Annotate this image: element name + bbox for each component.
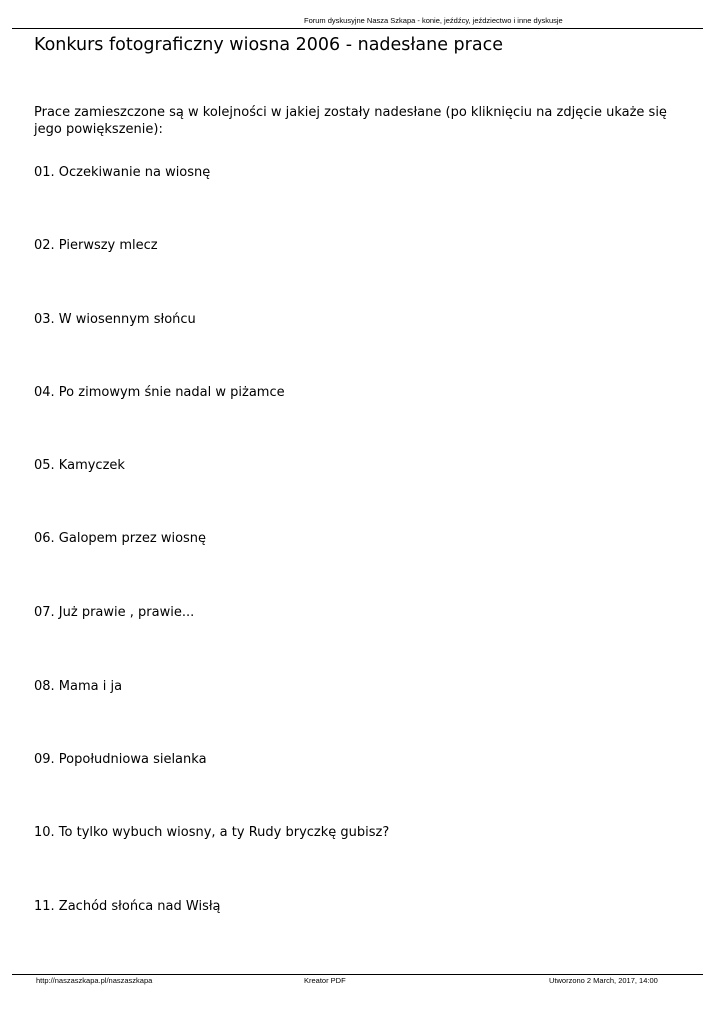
entry-09: 09. Popołudniowa sielanka <box>34 752 207 767</box>
entry-08: 08. Mama i ja <box>34 679 123 694</box>
header-divider <box>12 28 703 29</box>
entry-04: 04. Po zimowym śnie nadal w piżamce <box>34 385 285 400</box>
entry-06: 06. Galopem przez wiosnę <box>34 531 207 546</box>
footer-creator: Kreator PDF <box>304 976 346 985</box>
entry-01: 01. Oczekiwanie na wiosnę <box>34 165 211 180</box>
footer-url: http://naszaszkapa.pl/naszaszkapa <box>36 976 153 985</box>
entry-02: 02. Pierwszy mlecz <box>34 238 158 253</box>
footer-divider <box>12 974 703 975</box>
intro-paragraph: Prace zamieszczone są w kolejności w jakiej zostały nadesłane (po kliknięciu na zdjęcie ukaże się jego powiększenie): <box>34 105 667 137</box>
entry-07: 07. Już prawie , prawie... <box>34 605 195 620</box>
page-title: Konkurs fotograficzny wiosna 2006 - nadesłane prace <box>34 35 503 55</box>
entry-10: 10. To tylko wybuch wiosny, a ty Rudy bryczkę gubisz? <box>34 825 390 840</box>
footer-created-date: Utworzono 2 March, 2017, 14:00 <box>549 976 658 985</box>
header-site-title: Forum dyskusyjne Nasza Szkapa - konie, jeźdźcy, jeździectwo i inne dyskusje <box>304 16 563 25</box>
entry-03: 03. W wiosennym słońcu <box>34 312 196 327</box>
entry-05: 05. Kamyczek <box>34 458 125 473</box>
entry-11: 11. Zachód słońca nad Wisłą <box>34 899 221 914</box>
